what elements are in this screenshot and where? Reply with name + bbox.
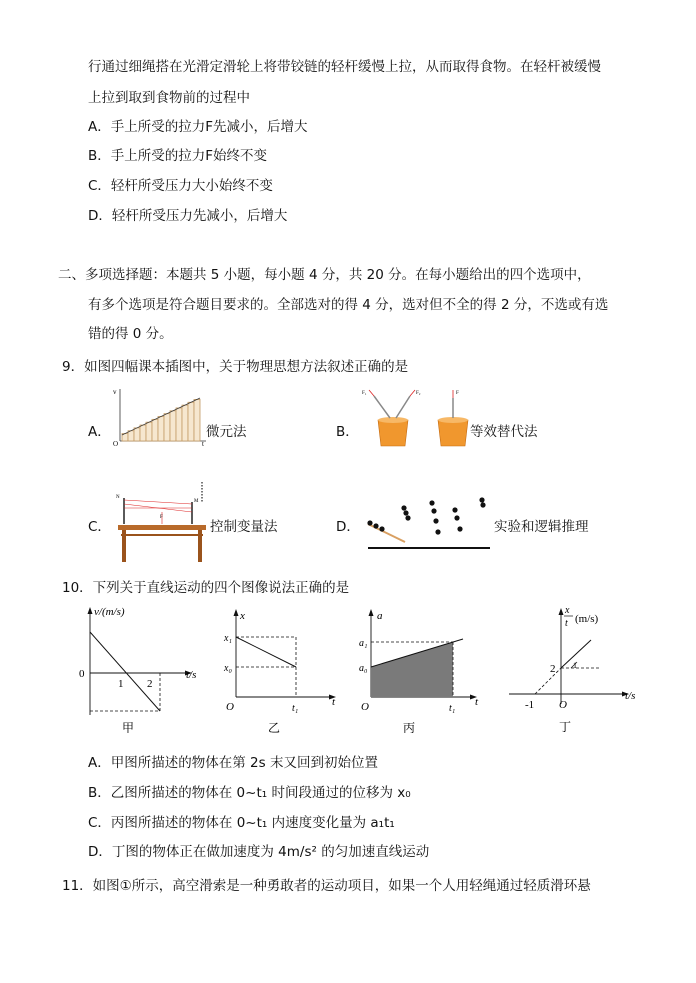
jia-zero: 0: [79, 668, 85, 680]
yi-x1: x₁: [224, 633, 232, 644]
micro-element-bar: [176, 408, 182, 441]
bing-caption: 丙: [403, 721, 416, 733]
q10-graph-ding: [505, 600, 645, 733]
q8-option-d: D．轻杆所受压力先减小，后增大: [88, 208, 288, 224]
bing-xlabel: t: [475, 696, 479, 708]
fig-a-t-axis-label: t: [202, 440, 204, 446]
q8-option-c: C．轻杆所受压力大小始终不变: [88, 178, 273, 194]
ding-ylabel-num: x: [565, 605, 570, 616]
ding-one: 1: [573, 661, 577, 670]
yi-origin: O: [226, 701, 234, 713]
fig-b-f1-label: F₁: [362, 391, 367, 396]
ding-xlabel: t/s: [625, 690, 636, 702]
q9-option-a-letter: A．: [88, 424, 111, 440]
q8-line2: 上拉到取到食物前的过程中: [88, 90, 250, 106]
ding-ylabel-unit: (m/s): [575, 613, 599, 625]
q10-graph-yi: [220, 605, 345, 733]
q10-graph-jia: [70, 605, 210, 733]
q9-figure-a-velocity-graph: [110, 386, 210, 446]
q8-option-b: B．手上所受的拉力F始终不变: [88, 148, 268, 164]
q9-option-c-letter: C．: [88, 519, 111, 535]
micro-element-bar: [158, 417, 164, 442]
yi-x0: x₀: [224, 663, 232, 674]
q10-option-d: D．丁图的物体正在做加速度为 4m/s² 的匀加速直线运动: [88, 844, 430, 860]
ding-neg1: -1: [525, 699, 535, 711]
ding-origin: O: [559, 699, 567, 711]
section2-line2: 有多个选项是符合题目要求的。全部选对的得 4 分，选对但不全的得 2 分，不选或有选: [88, 297, 609, 313]
fig-c-n-label: N: [116, 495, 120, 500]
yi-xlabel: t: [332, 696, 336, 708]
q9-option-c-text: 控制变量法: [210, 519, 278, 535]
q9-option-b-letter: B．: [336, 424, 359, 440]
bing-ylabel: a: [377, 610, 383, 622]
q9-stem: 9．如图四幅课本插图中，关于物理思想方法叙述正确的是: [62, 359, 409, 375]
yi-ylabel: x: [240, 610, 245, 622]
q10-option-b: B．乙图所描述的物体在 0~t₁ 时间段通过的位移为 x₀: [88, 785, 411, 801]
q10-graph-bing: [355, 605, 485, 733]
micro-element-bar: [146, 422, 152, 441]
micro-element-bar: [164, 414, 170, 441]
q9-option-d-text: 实验和逻辑推理: [494, 519, 589, 535]
bing-a1: a₁: [359, 638, 368, 649]
q9-option-b-text: 等效替代法: [470, 424, 538, 440]
micro-element-bar: [182, 405, 188, 441]
jia-ylabel: v/(m/s): [94, 606, 125, 618]
q9-figure-b-equivalent-forces: [360, 388, 480, 450]
ding-two: 2: [550, 663, 556, 675]
micro-element-bar: [194, 399, 200, 441]
q10-option-c: C．丙图所描述的物体在 0~t₁ 内速度变化量为 a₁t₁: [88, 815, 395, 831]
q10-option-a: A．甲图所描述的物体在第 2s 末又回到初始位置: [88, 755, 378, 771]
q9-figure-c-table-mirrors: [112, 478, 212, 564]
bing-origin: O: [361, 701, 369, 713]
micro-element-bar: [128, 431, 134, 441]
yi-caption: 乙: [268, 721, 281, 733]
fig-c-f-label: F: [160, 515, 163, 520]
fig-a-v-axis-label: v: [113, 388, 117, 396]
q9-option-a-text: 微元法: [206, 424, 247, 440]
bing-t1: t₁: [449, 703, 456, 714]
q9-option-d-letter: D．: [336, 519, 360, 535]
fig-a-origin: O: [113, 440, 119, 446]
micro-element-bar: [152, 419, 158, 441]
fig-b-f-label: F: [456, 391, 459, 396]
micro-element-bar: [140, 425, 146, 441]
yi-t1: t₁: [292, 703, 299, 714]
micro-element-bar: [188, 402, 194, 441]
jia-tick2: 2: [147, 678, 153, 690]
fig-c-m-label: M: [194, 499, 199, 504]
micro-element-bar: [170, 411, 176, 441]
section2-line1: 二、多项选择题：本题共 5 小题，每小题 4 分，共 20 分。在每小题给出的四个选项中，: [58, 267, 591, 283]
jia-caption: 甲: [122, 721, 135, 733]
q9-figure-d-rolling-balls: [360, 494, 495, 552]
fig-b-f2-label: F₂: [416, 391, 421, 396]
q8-option-a: A．手上所受的拉力F先减小，后增大: [88, 119, 308, 135]
bing-a0: a₀: [359, 663, 368, 674]
section2-line3: 错的得 0 分。: [88, 326, 173, 342]
micro-element-bar: [134, 428, 140, 441]
q10-stem: 10．下列关于直线运动的四个图像说法正确的是: [62, 580, 350, 596]
ding-ylabel-den: t: [565, 618, 568, 629]
ding-caption: 丁: [559, 720, 572, 733]
q8-line1: 行通过细绳搭在光滑定滑轮上将带铰链的轻杆缓慢上拉，从而取得食物。在轻杆被缓慢: [88, 59, 601, 75]
jia-xlabel: t/s: [186, 669, 197, 681]
jia-tick1: 1: [118, 678, 124, 690]
q11-stem: 11．如图①所示，高空滑索是一种勇敢者的运动项目，如果一个人用轻绳通过轻质滑环悬: [62, 878, 591, 894]
